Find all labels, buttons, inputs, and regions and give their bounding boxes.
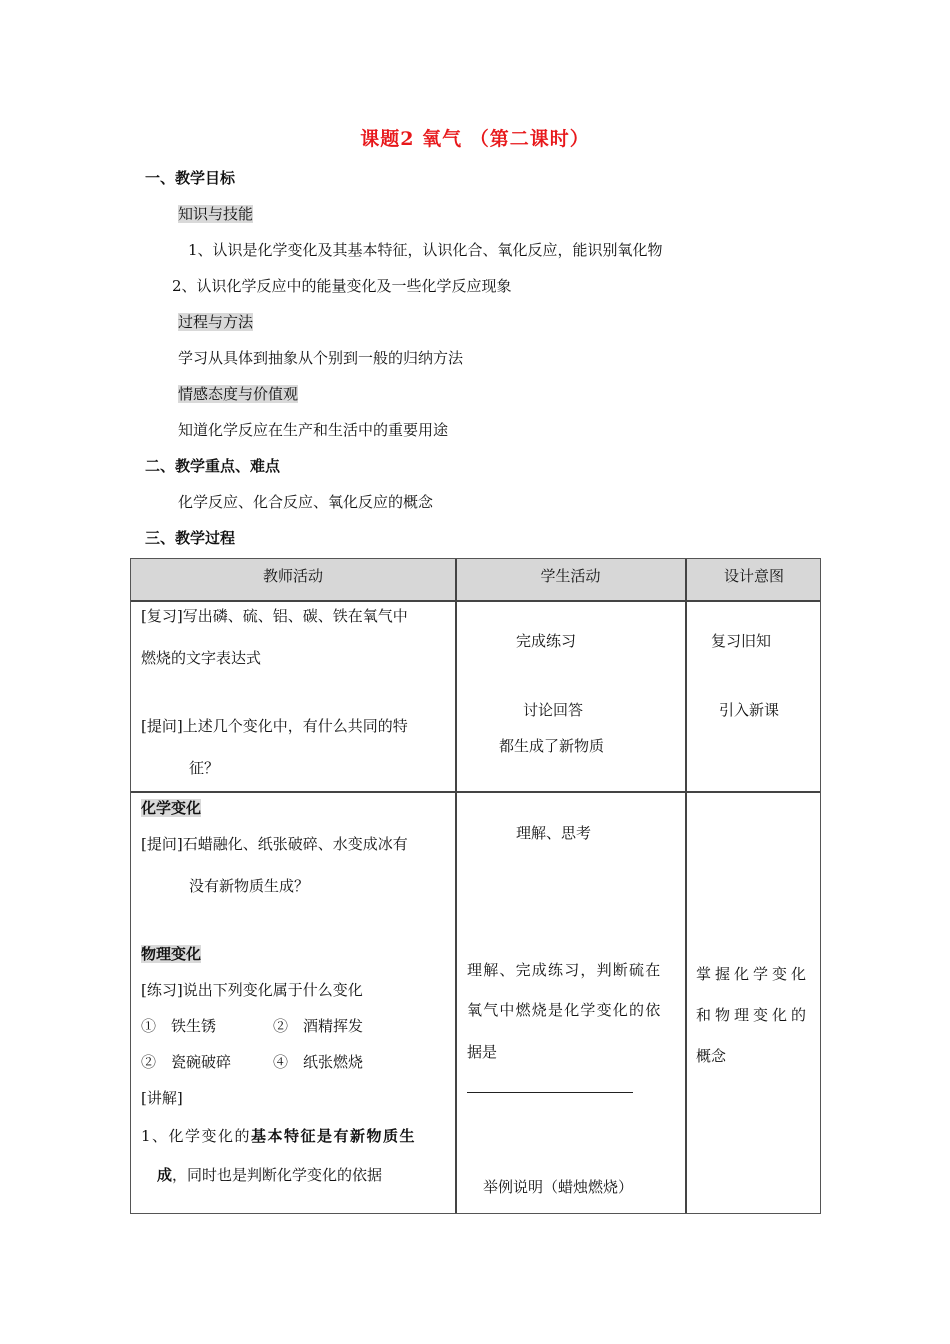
row2-intent-line3: 概念 [696,1047,727,1065]
row2-question-line1: [提问]石蜡融化、纸张破碎、水变成冰有 [141,835,408,853]
row-divider [131,791,820,793]
objective-item-2: 2、认识化学反应中的能量变化及一些化学反应现象 [172,277,512,295]
row2-student-line3: 氧气中燃烧是化学变化的依 [467,1001,662,1019]
row2-question-line2: 没有新物质生成？ [189,877,310,895]
row2-explain-label: [讲解] [141,1089,183,1107]
row1-teacher-line2: 燃烧的文字表达式 [141,649,262,667]
row2-intent-line2: 和物理变化的 [696,1006,811,1024]
teaching-process-table [130,558,821,1214]
row2-student-line1: 理解、思考 [516,824,592,842]
row1-teacher-line4: 征？ [189,759,220,777]
emotion-values-heading: 情感态度与价值观 [178,385,299,403]
knowledge-skills-heading: 知识与技能 [178,205,254,223]
column-divider [685,559,687,1213]
physical-change-heading: 物理变化 [141,945,202,963]
row2-student-line2: 理解、完成练习，判断硫在 [467,961,662,979]
header-teacher-activity: 教师活动 [262,567,323,585]
explain-bold-text: 基本特征是有新物质生 [251,1127,417,1145]
row1-student-line1: 完成练习 [516,632,577,650]
row1-teacher-line3: [提问]上述几个变化中，有什么共同的特 [141,717,408,735]
row2-intent-line1: 掌握化学变化 [696,965,811,983]
row1-intent-line1: 复习旧知 [711,632,772,650]
row2-student-line5: 举例说明（蜡烛燃烧） [483,1178,634,1196]
process-method-heading: 过程与方法 [178,313,254,331]
row2-exercise-line: [练习]说出下列变化属于什么变化 [141,981,363,999]
exercise-item: ④ 纸张燃烧 [273,1053,364,1071]
row1-student-line3: 都生成了新物质 [499,737,605,755]
row2-explain-line2 [157,1164,382,1185]
explain-text: 1、化学变化的 [141,1127,252,1145]
exercise-item: ② 瓷碗破碎 [141,1053,232,1071]
row1-teacher-line1: [复习]写出磷、硫、铝、碳、铁在氧气中 [141,607,408,625]
emotion-values-text: 知道化学反应在生产和生活中的重要用途 [178,421,449,439]
header-student-activity: 学生活动 [540,567,601,585]
row2-student-line4: 据是 [467,1043,498,1061]
section-key-points-heading: 二、教学重点、难点 [145,457,281,475]
explain-bold-text: 成 [157,1166,173,1184]
row1-intent-line2: 引入新课 [719,701,780,719]
header-design-intent: 设计意图 [723,567,784,585]
row1-student-line2: 讨论回答 [523,701,584,719]
row2-explain-line1 [141,1125,416,1146]
key-points-text: 化学反应、化合反应、氧化反应的概念 [178,493,434,511]
explain-text: ，同时也是判断化学变化的依据 [172,1166,383,1184]
objective-item-1: 1、认识是化学变化及其基本特征，认识化合、氧化反应，能识别氧化物 [188,241,663,259]
row-divider [131,600,820,602]
page-title: 课题2 氧气 （第二课时） [360,128,590,150]
process-method-text: 学习从具体到抽象从个别到一般的归纳方法 [178,349,464,367]
column-divider [455,559,457,1213]
exercise-item: ① 铁生锈 [141,1017,217,1035]
section-objectives-heading: 一、教学目标 [145,169,236,187]
chemical-change-heading: 化学变化 [141,799,202,817]
exercise-item: ② 酒精挥发 [273,1017,364,1035]
section-process-heading: 三、教学过程 [145,529,236,547]
answer-blank-line [467,1092,633,1093]
